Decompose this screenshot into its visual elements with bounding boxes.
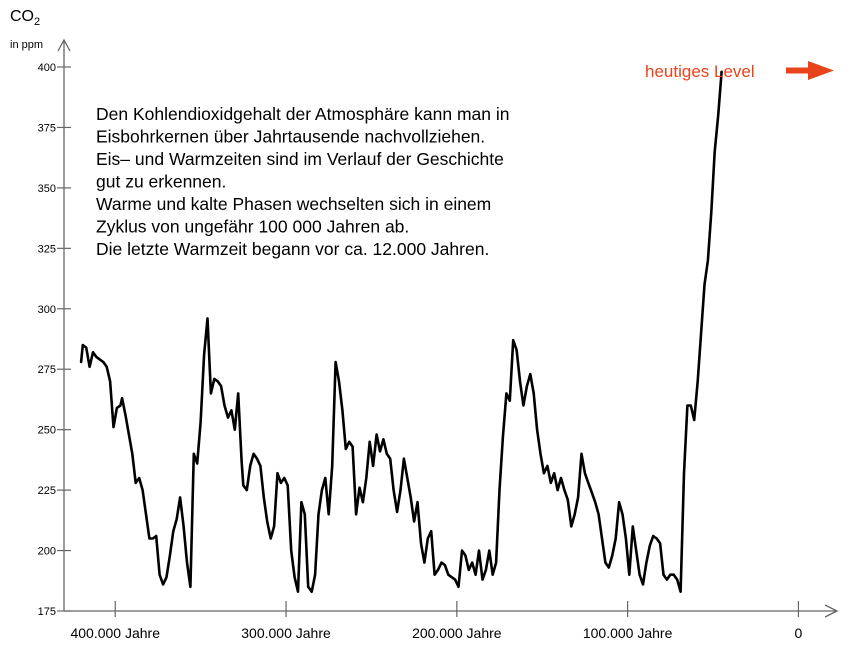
y-tick-label: 350 (37, 182, 56, 195)
annotation-line: Eis– und Warmzeiten sind im Verlauf der Geschichte (96, 149, 504, 169)
annotation-text (96, 104, 509, 259)
annotation-line: Eisbohrkernen über Jahrtausende nachvollziehen. (96, 126, 486, 147)
y-tick-label: 300 (37, 303, 56, 316)
x-tick-label: 400.000 Jahre (70, 625, 161, 641)
current-level-arrow-icon (786, 61, 834, 80)
annotation-line: gut zu erkennen. (96, 171, 227, 192)
current-level-arrow-shaft (786, 68, 810, 74)
annotation-line: Die letzte Warmzeit begann vor ca. 12.000 Jahren. (96, 239, 490, 259)
y-axis-title-main: CO (10, 8, 34, 25)
y-ticks (38, 62, 71, 618)
y-tick-label: 175 (37, 606, 56, 618)
x-tick-label: 100.000 Jahre (582, 625, 673, 641)
y-tick-label: 325 (37, 243, 56, 256)
y-tick-label: 200 (37, 545, 56, 558)
x-tick-label: 200.000 Jahre (412, 625, 502, 641)
x-tick-label: 0 (794, 625, 803, 641)
y-tick-label: 250 (37, 424, 56, 437)
y-tick-label: 225 (37, 485, 56, 498)
y-tick-label: 375 (37, 122, 56, 135)
y-axis-unit: in ppm (10, 39, 44, 51)
x-ticks (70, 601, 802, 641)
y-tick-label: 275 (37, 364, 56, 377)
current-level-label: heutiges Level (645, 62, 755, 81)
x-tick-label: 300.000 Jahre (241, 625, 331, 641)
y-tick-label: 400 (37, 62, 56, 74)
current-level-arrow-head (808, 61, 834, 80)
annotation-line: Zyklus von ungefähr 100 000 Jahren ab. (96, 216, 410, 237)
y-axis-title-subscript: 2 (34, 16, 41, 28)
annotation-line: Warme und kalte Phasen wechselten sich in einem (96, 194, 492, 214)
y-axis-title (10, 8, 40, 28)
annotation-line: Den Kohlendioxidgehalt der Atmosphäre kann man in (96, 104, 510, 124)
